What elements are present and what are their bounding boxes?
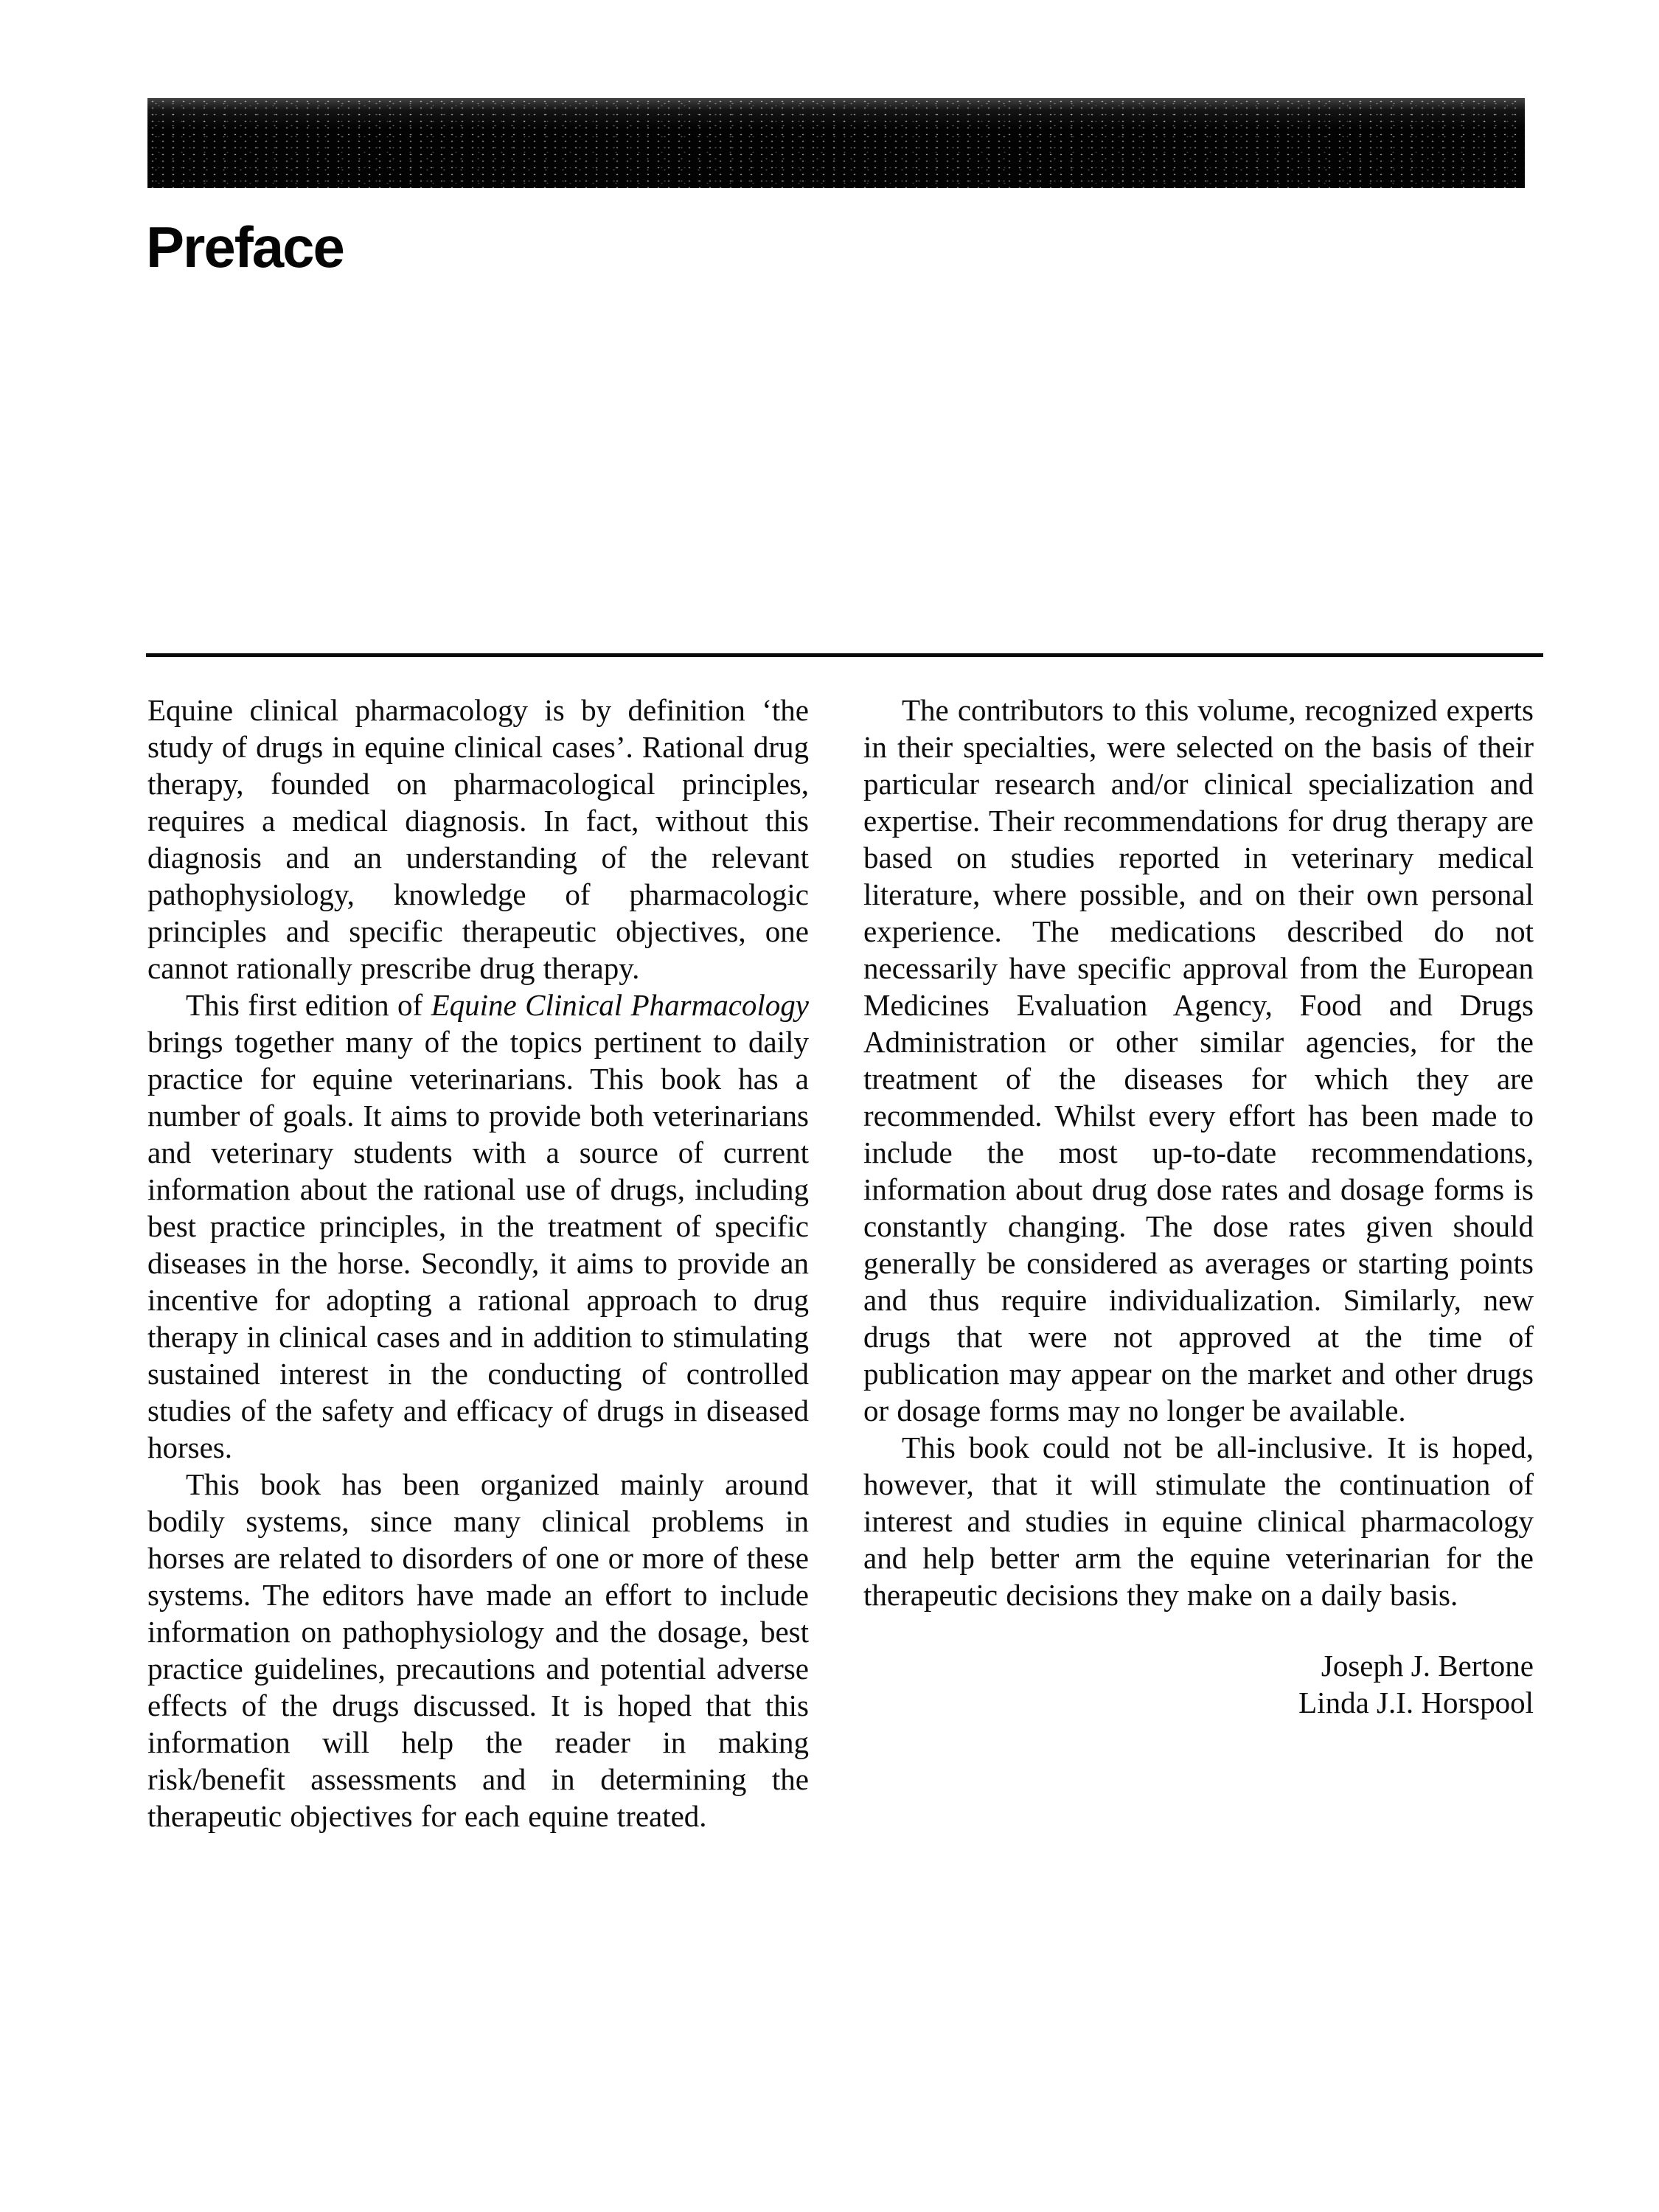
paragraph-1: Equine clinical pharmacology is by definition ‘the study of drugs in equine clinical cases’. Rational drug therapy, founded on pharmacological principles, requires a medical diagnosis. In fact, without this diagnosis and an understanding of the relevant pathophysiology, knowledge of pharmacologic principles and specific therapeutic objectives, one cannot rationally prescribe drug therapy.: [147, 693, 809, 985]
left-column: [147, 692, 809, 1834]
author-name-2: Linda J.I. Horspool: [1298, 1686, 1534, 1719]
paragraph-2-text-post: brings together many of the topics pertinent to daily practice for equine veterinarians. This book has a number of goals. It aims to provide both veterinarians and veterinary students with a source of current information about the rational use of drugs, including best practice principles, in the treatment of specific diseases in the horse. Secondly, it aims to provide an incentive for adopting a rational approach to drug therapy in clinical cases and in addition to stimulating sustained interest in the conducting of controlled studies of the safety and efficacy of drugs in diseased horses.: [147, 1025, 809, 1464]
signature-block: [863, 1647, 1534, 1721]
chapter-header-banner: [147, 98, 1525, 188]
paragraph-2-text-pre: This first edition of: [186, 988, 431, 1022]
text-columns: [147, 692, 1534, 1834]
right-column: [863, 692, 1534, 1834]
book-title-italic: Equine Clinical Pharmacology: [431, 988, 809, 1022]
section-divider: [146, 653, 1543, 657]
page-title: Preface: [146, 215, 344, 279]
paragraph-3: This book has been organized mainly around bodily systems, since many clinical problems in horses are related to disorders of one or more of these systems. The editors have made an effort to include information on pathophysiology and the dosage, best practice guidelines, precautions and potential adverse effects of the drugs discussed. It is hoped that this information will help the reader in making risk/benefit assessments and in determining the therapeutic objectives for each equine treated.: [147, 1467, 809, 1833]
paragraph-2: [147, 987, 809, 1466]
paragraph-4: The contributors to this volume, recognized experts in their specialties, were selected on the basis of their particular research and/or clinical specialization and expertise. Their recommendations for drug therapy are based on studies reported in veterinary medical literature, where possible, and on their own personal experience. The medications described do not necessarily have specific approval from the European Medicines Evaluation Agency, Food and Drugs Administration or other similar agencies, for the treatment of the diseases for which they are recommended. Whilst every effort has been made to include the most up-to-date recommendations, information about drug dose rates and dosage forms is constantly changing. The dose rates given should generally be considered as averages or starting points and thus require individualization. Similarly, new drugs that were not approved at the time of publication may appear on the market and other drugs or dosage forms may no longer be available.: [863, 693, 1534, 1427]
paragraph-5: This book could not be all-inclusive. It is hoped, however, that it will stimulate the continuation of interest and studies in equine clinical pharmacology and help better arm the equine veterinarian for the therapeutic decisions they make on a daily basis.: [863, 1430, 1534, 1612]
author-name-1: Joseph J. Bertone: [1321, 1649, 1534, 1683]
